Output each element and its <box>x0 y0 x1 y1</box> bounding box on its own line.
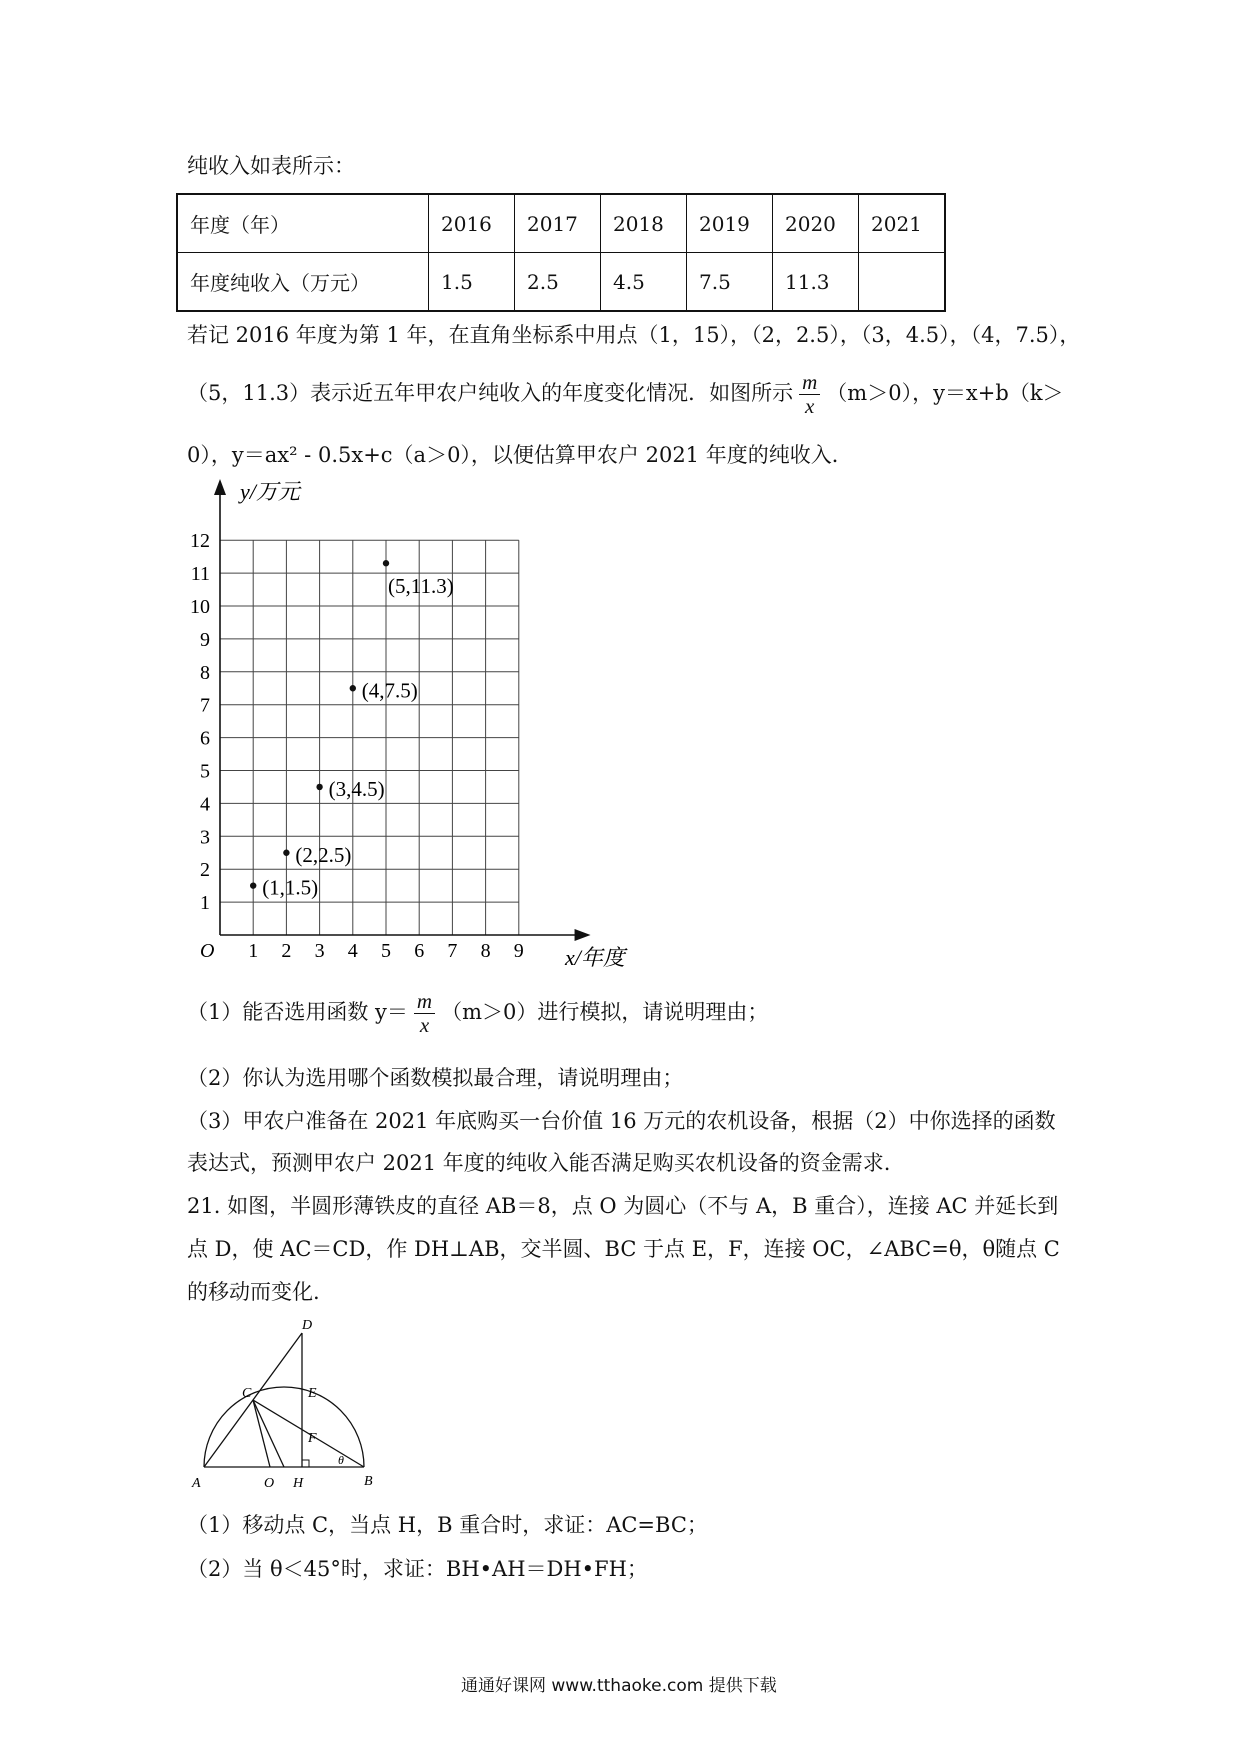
question-2: （2）你认为选用哪个函数模拟最合理，请说明理由； <box>187 1066 684 1090</box>
data-point-label: (1,1.5) <box>262 875 319 900</box>
x-tick-label: 5 <box>381 940 391 962</box>
y-axis-label: y/万元 <box>240 479 300 504</box>
x-tick-label: 3 <box>314 940 325 962</box>
point-label-o: O <box>264 1476 275 1491</box>
x-tick-label: 7 <box>447 940 458 962</box>
y-tick-label: 6 <box>200 727 210 750</box>
data-point <box>316 784 322 790</box>
y-tick-label: 3 <box>200 826 210 849</box>
data-point-label: (3,4.5) <box>328 776 385 801</box>
table-row <box>177 194 945 253</box>
point-label-f: F <box>308 1431 317 1446</box>
problem-21-line-1: 21. 如图，半圆形薄铁皮的直径 AB＝8，点 O 为圆心（不与 A，B 重合），连接 AC 并延长到 <box>187 1194 1059 1218</box>
x-tick-label: 9 <box>513 940 524 962</box>
y-tick-label: 2 <box>200 859 210 882</box>
x-axis-label: x/年度 <box>565 945 625 970</box>
table-cell <box>859 253 946 312</box>
data-point-label: (4,7.5) <box>361 678 418 703</box>
table-cell: 2019 <box>687 194 773 253</box>
origin-label: O <box>200 940 215 962</box>
y-tick-label: 8 <box>200 661 210 684</box>
question-1-start: （1）能否选用函数 y＝ <box>187 1000 408 1025</box>
sub-question-1: （1）移动点 C，当点 H，B 重合时，求证：AC=BC； <box>187 1513 708 1537</box>
right-angle-mark <box>302 1460 309 1467</box>
table-cell: 2017 <box>515 194 601 253</box>
y-tick-label: 9 <box>200 628 210 651</box>
table-cell: 7.5 <box>687 253 773 312</box>
sub-question-2: （2）当 θ＜45°时，求证：BH•AH＝DH•FH； <box>187 1557 648 1581</box>
paragraph-2-end: （m＞0），y＝x+b（k＞ <box>826 381 1064 406</box>
footer-text: 通通好课网 www.tthaoke.com 提供下载 <box>461 1676 777 1696</box>
question-3-line-2: 表达式，预测甲农户 2021 年度的纯收入能否满足购买农机设备的资金需求. <box>187 1151 891 1175</box>
question-3-line-1: （3）甲农户准备在 2021 年底购买一台价值 16 万元的农机设备，根据（2）中你选择的函数 <box>187 1109 1056 1133</box>
angle-label-theta: θ <box>338 1453 344 1467</box>
fraction-denominator: x <box>419 1013 430 1038</box>
table-cell: 4.5 <box>601 253 687 312</box>
semicircle-diagram <box>190 1315 373 1491</box>
x-tick-label: 1 <box>248 940 259 962</box>
fraction-numerator: m <box>799 371 820 395</box>
question-1 <box>187 990 768 1037</box>
y-tick-label: 5 <box>200 760 210 783</box>
point-label-c: C <box>242 1386 252 1401</box>
y-tick-label: 7 <box>200 694 210 717</box>
table-cell: 1.5 <box>429 253 515 312</box>
chart-points <box>250 560 454 900</box>
data-point <box>283 850 289 856</box>
intro-text: 纯收入如表所示： <box>187 154 355 178</box>
fraction-numerator: m <box>414 990 435 1014</box>
table-cell: 2018 <box>601 194 687 253</box>
table-cell: 2016 <box>429 194 515 253</box>
paragraph-2-start: （5，11.3）表示近五年甲农户纯收入的年度变化情况．如图所示 <box>187 381 794 406</box>
table-cell: 11.3 <box>773 253 859 312</box>
scatter-chart <box>180 475 660 975</box>
point-label-b: B <box>364 1474 373 1489</box>
data-point <box>383 560 389 566</box>
x-tick-label: 8 <box>480 940 491 962</box>
fraction-m-over-x <box>799 371 820 418</box>
table-cell: 2021 <box>859 194 946 253</box>
paragraph-2 <box>187 371 1064 418</box>
x-tick-label: 2 <box>281 940 292 962</box>
fraction-denominator: x <box>805 394 815 419</box>
x-tick-label: 4 <box>347 940 358 962</box>
paragraph-3: 0），y＝ax² - 0.5x+c（a＞0），以便估算甲农户 2021 年度的纯收入． <box>187 443 853 467</box>
y-tick-label: 11 <box>190 563 210 586</box>
table-row <box>177 253 945 312</box>
problem-21-line-3: 的移动而变化. <box>187 1280 320 1304</box>
y-tick-label: 10 <box>190 596 210 618</box>
paragraph-1: 若记 2016 年度为第 1 年，在直角坐标系中用点（1，15），（2，2.5），（3，4.5），（4，7.5）， <box>187 323 1081 347</box>
data-point <box>250 882 256 888</box>
table-row-label: 年度纯收入（万元） <box>177 253 429 312</box>
question-1-end: （m＞0）进行模拟，请说明理由； <box>441 1000 769 1025</box>
data-point <box>350 685 356 691</box>
chart-ticks <box>190 530 524 962</box>
fraction-m-over-x <box>414 990 435 1037</box>
y-tick-label: 4 <box>200 793 210 816</box>
line-c-extra <box>253 1400 270 1467</box>
point-label-e: E <box>308 1386 317 1401</box>
y-axis-arrow <box>214 479 226 495</box>
point-label-h: H <box>293 1476 304 1491</box>
data-point-label: (5,11.3) <box>388 574 454 599</box>
y-tick-label: 1 <box>200 892 210 915</box>
table-header-label: 年度（年） <box>177 194 429 253</box>
x-tick-label: 6 <box>414 940 425 962</box>
y-tick-label: 12 <box>190 530 210 553</box>
table-cell: 2020 <box>773 194 859 253</box>
point-label-a: A <box>192 1476 201 1491</box>
x-axis-arrow <box>575 929 591 941</box>
data-point-label: (2,2.5) <box>295 842 352 867</box>
table-cell: 2.5 <box>515 253 601 312</box>
problem-21-line-2: 点 D，使 AC＝CD，作 DH⊥AB，交半圆、BC 于点 E，F，连接 OC，∠ABC=θ，θ随点 C <box>187 1237 1060 1261</box>
income-table <box>176 193 946 312</box>
point-label-d: D <box>302 1318 313 1333</box>
